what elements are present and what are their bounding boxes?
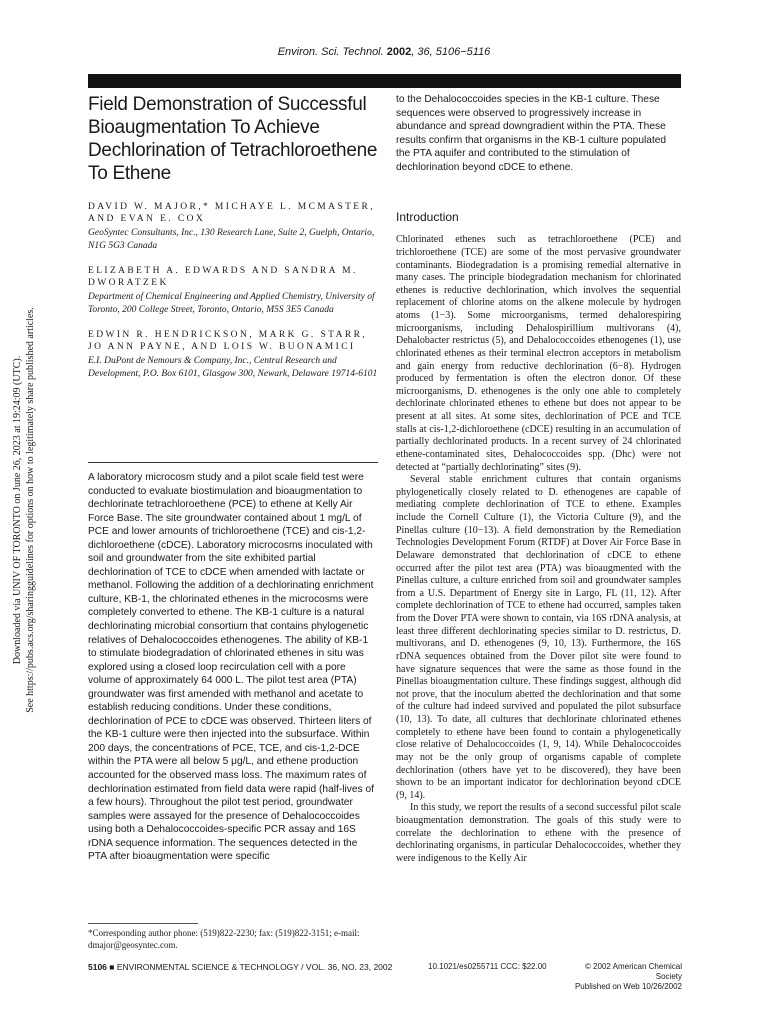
bullet-separator: ■: [109, 962, 115, 972]
running-title: ENVIRONMENTAL SCIENCE & TECHNOLOGY / VOL. 36, NO. 23, 2002: [116, 962, 393, 972]
page-footer-right: [560, 962, 682, 992]
journal-pages: 5106−5116: [435, 46, 491, 58]
header-bar: [88, 74, 681, 88]
footnote-divider: [88, 923, 198, 924]
author-group-2: ELIZABETH A. EDWARDS AND SANDRA M. DWORATZEK: [88, 266, 358, 288]
doi-line: 10.1021/es0255711 CCC: $22.00: [428, 962, 547, 971]
journal-volume: 36: [417, 46, 430, 58]
abstract-continued: to the Dehalococcoides species in the KB-1 culture. These sequences were observed to progressively increase in abundance and spread downgradient within the PTA. These results confirm that organisms in the KB-1 culture populated the PTA aquifer and contributed to the stimulation of dechlorination beyond cDCE to ethene.: [396, 94, 667, 173]
introduction-paragraph-2: Several stable enrichment cultures that contain organisms phylogenetically closely related to D. ethenogenes are capable of mediating complete dechlorination of TCE to ethene. Examples include the Cornell Culture (1), the Victoria Culture (9), and the Pinellas culture (10−13). A field demonstration by the Remediation Technologies Development Forum (RTDF) at Dover Air Force Base in Delaware demonstrated that dechlorination of cDCE to ethene occurred after the pilot test area (PTA) was bioaugmented with the Pinellas culture, a culture enriched from soil and groundwater samples from a U.S. Department of Energy site in Largo, FL (11, 12). After complete dechlorination of TCE to ethene had occurred, samples taken from the Dover PTA were shown to contain, via 16S rDNA analysis, at least three different dechlorinating species similar to D. restrictus, D. multivorans, and D. ethenogenes (9, 10, 13). Furthermore, the 16S rDNA sequences obtained from the Dover pilot site were found to have signature sequences that were the same as those found in the Pinellas bioaugmentation culture. These findings suggest, although did not prove, that the inoculum abetted the dechlorination and that some of the culture had indeed survived and populated the pilot subsurface (10, 13). To date, all cultures that dechlorinate chlorinated ethenes completely to ethene have been found to contain a phylogenetically close relative of Dehalococcoides (1, 9, 14). While Dehalococcoides may not be the only group of organisms capable of complete dechlorination (others have yet to be discovered), they have been shown to be an important indicator for dechlorination beyond cDCE (9, 14).: [396, 474, 681, 801]
journal-name: Environ. Sci. Technol.: [277, 46, 384, 58]
article-title: Field Demonstration of Successful Bioaugmentation To Achieve Dechlorination of Tetrachloroethene To Ethene: [88, 94, 378, 184]
introduction-paragraph-3: In this study, we report the results of a second successful pilot scale bioaugmentation demonstration. The goals of this study were to correlate the dechlorination to ethene with the presence of dechlorinating organisms, in particular Dehalococcoides, whether they were indigenous to the Kelly Air: [396, 802, 681, 864]
corresponding-author-footnote: *Corresponding author phone: (519)822-2230; fax: (519)822-3151; e-mail: dmajor@geosyntec.com.: [88, 928, 360, 950]
right-column: [396, 93, 681, 866]
page-footer-left: [88, 962, 392, 972]
author-group-1: DAVID W. MAJOR,* MICHAYE L. MCMASTER, AND EVAN E. COX: [88, 202, 376, 224]
page-number: 5106: [88, 962, 107, 972]
download-notice-line-1[interactable]: Downloaded via UNIV OF TORONTO on June 26, 2023 at 19:24:09 (UTC).: [12, 355, 23, 665]
download-notice-line-2[interactable]: See https://pubs.acs.org/sharingguidelines for options on how to legitimately share published articles.: [25, 307, 36, 713]
abstract: A laboratory microcosm study and a pilot scale field test were conducted to evaluate biostimulation and bioaugmentation to dechlorinate tetrachloroethene (PCE) to ethene at Kelly Air Force Base. The site groundwater contained about 1 mg/L of PCE and lower amounts of trichloroethene (TCE) and cis-1,2-dichloroethene (cDCE). Laboratory microcosms inoculated with soil and groundwater from the site exhibited partial dechlorination of TCE to cDCE when amended with lactate or methanol. Following the addition of a dechlorinating enrichment culture, KB-1, the chlorinated ethenes in the microcosms were completely converted to ethene. The KB-1 culture is a natural dechlorinating microbial consortium that contains phylogenetic relatives of Dehalococcoides ethenogenes. The ability of KB-1 to stimulate biodegradation of chlorinated ethenes in situ was explored using a closed loop recirculation cell with a pore volume of approximately 64 000 L. The pilot test area (PTA) groundwater was first amended with methanol and acetate to establish reducing conditions. Under these conditions, dechlorination of PCE to cDCE was observed. Thirteen liters of the KB-1 culture were then injected into the subsurface. Within 200 days, the concentrations of PCE, TCE, and cis-1,2-DCE within the PTA were all below 5 μg/L, and ethene production accounted for the observed mass loss. The maximum rates of dechlorination estimated from field data were rapid (half-lives of a few hours). Throughout the pilot test period, groundwater samples were assayed for the presence of Dehalococcoides using both a Dehalococcoides-specific PCR assay and 16S rDNA sequence information. The sequences detected in the PTA after bioaugmentation were specific: [88, 472, 374, 863]
copyright-line: © 2002 American Chemical Society: [584, 962, 682, 981]
abstract-divider: [88, 462, 378, 463]
affiliation-3: E.I. DuPont de Nemours & Company, Inc., Central Research and Development, P.O. Box 6101, Glasgow 300, Newark, Delaware 19714-6101: [88, 356, 378, 379]
published-line: Published on Web 10/26/2002: [574, 982, 682, 991]
affiliation-1: GeoSyntec Consultants, Inc., 130 Research Lane, Suite 2, Guelph, Ontario, N1G 5G3 Canada: [88, 228, 375, 251]
journal-header: Environ. Sci. Technol. 2002, 36, 5106−5116: [277, 46, 491, 58]
left-column: [88, 93, 378, 393]
download-notice: [4, 300, 44, 720]
affiliation-2: Department of Chemical Engineering and Applied Chemistry, University of Toronto, 200 College Street, Toronto, Ontario, M5S 3E5 Canada: [88, 292, 375, 315]
introduction-heading: Introduction: [396, 210, 459, 225]
journal-year: 2002: [386, 46, 412, 58]
introduction-paragraph-1: Chlorinated ethenes such as tetrachloroethene (PCE) and trichloroethene (TCE) are some of the most pervasive groundwater contaminants. Biodegradation is a promising remedial alternative in many cases. The principle biodegradation mechanism for chlorinated ethenes is reductive dechlorination, which involves the sequential replacement of chlorine atoms on the alkene molecule by hydrogen atoms (1−3). Some microorganisms, termed dehalorespiring microorganisms, including Dehalospirillium multivorans (4), Dehalobacter restrictus (5), and Dehalococcoides ethenogenes (1), use chlorinated ethenes as their terminal electron acceptors in metabolism and gain energy from reductive dechlorination (6−8). Hydrogen produced by fermentation is often the electron donor. Of these microorganisms, D. ethenogenes is the only one able to completely dechlorinate chlorinated ethenes to ethene but does not appear to be present at all sites. At some sites, dechlorination of PCE and TCE stalls at cis-1,2-dichloroethene (cDCE) resulting in an accumulation of partially dechlorinated products. In a recent survey of 24 chlorinated ethene-contaminated sites, Dehalococcoides spp. (Dhc) were not detected at “partially dechlorinating” sites (9).: [396, 234, 681, 473]
author-group-3: EDWIN R. HENDRICKSON, MARK G. STARR, JO ANN PAYNE, AND LOIS W. BUONAMICI: [88, 330, 368, 352]
